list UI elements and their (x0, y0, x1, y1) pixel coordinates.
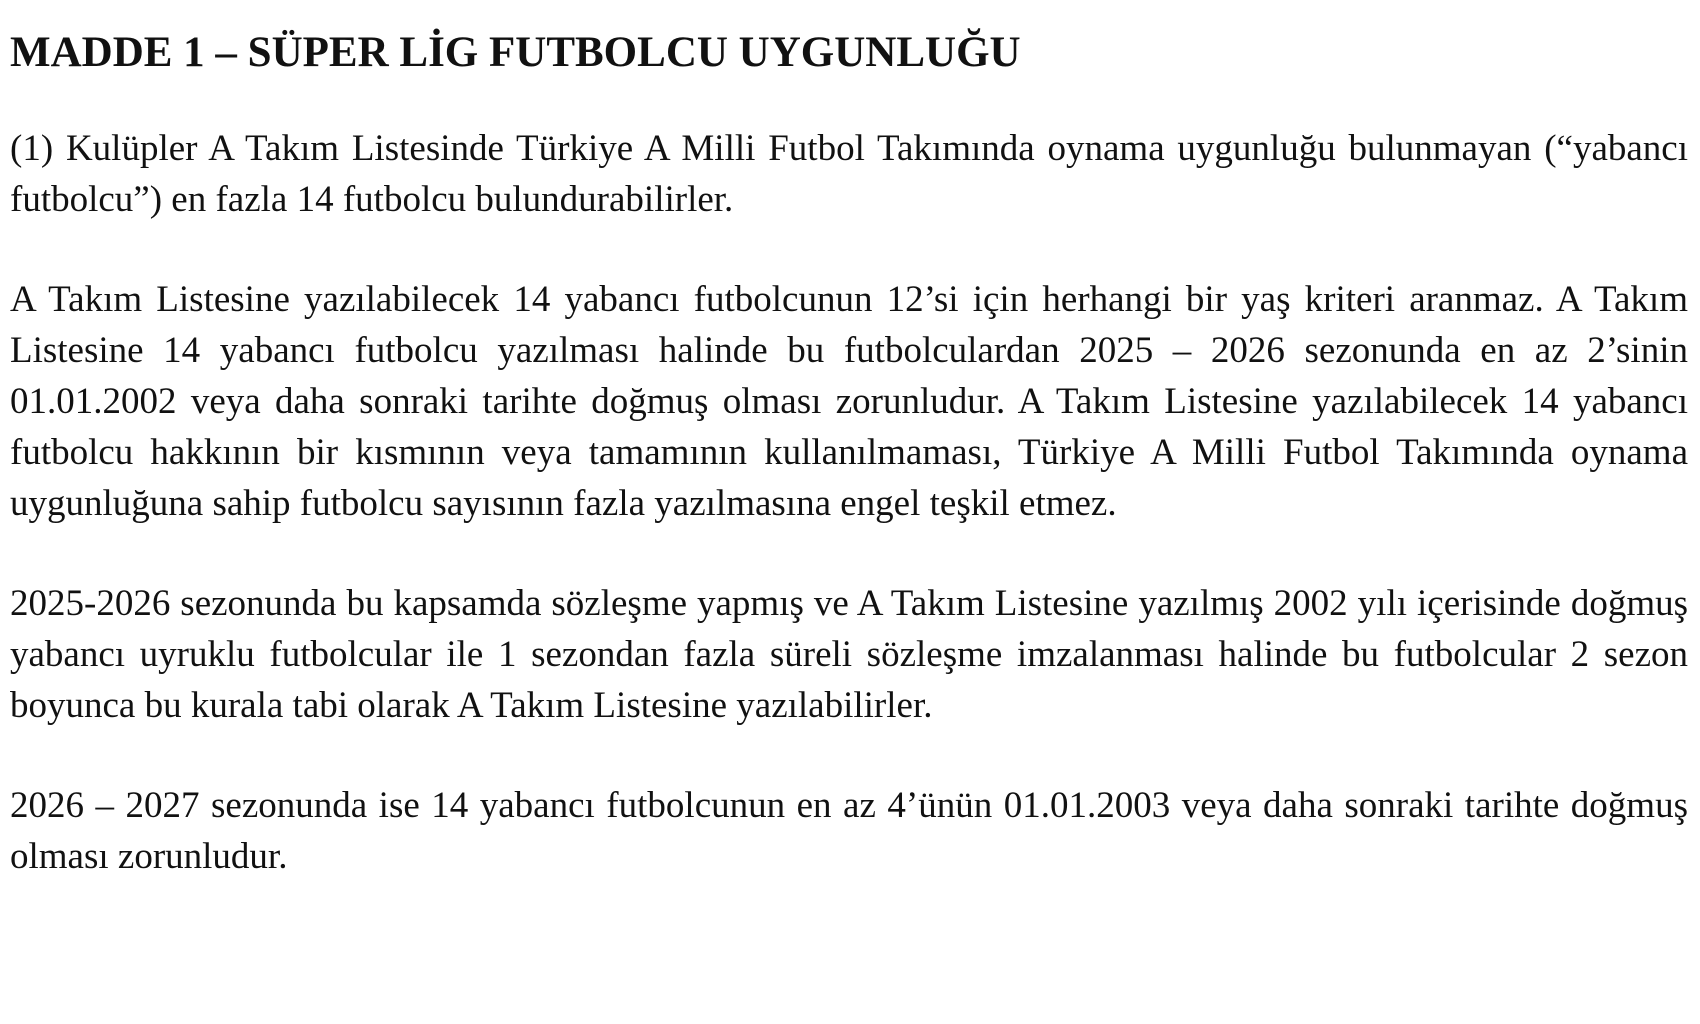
document-page (10, 25, 1688, 931)
paragraph-3: 2025-2026 sezonunda bu kapsamda sözleşme yapmış ve A Takım Listesine yazılmış 2002 yılı içerisinde doğmuş yabancı uyruklu futbolcular ile 1 sezondan fazla süreli sözleşme imzalanması halinde bu futbolcular 2 sezon boyunca bu kurala tabi olarak A Takım Listesine yazılabilirler. (10, 583, 1688, 726)
article-heading: MADDE 1 – SÜPER LİG FUTBOLCU UYGUNLUĞU (10, 29, 1021, 76)
paragraph-1: (1) Kulüpler A Takım Listesinde Türkiye A Milli Futbol Takımında oynama uygunluğu bulunmayan (“yabancı futbolcu”) en fazla 14 futbolcu bulundurabilirler. (10, 128, 1688, 220)
paragraph-2: A Takım Listesine yazılabilecek 14 yabancı futbolcunun 12’si için herhangi bir yaş kriteri aranmaz. A Takım Listesine 14 yabancı futbolcu yazılması halinde bu futbolculardan 2025 – 2026 sezonunda en az 2’sinin 01.01.2002 veya daha sonraki tarihte doğmuş olması zorunludur. A Takım Listesine yazılabilecek 14 yabancı futbolcu hakkının bir kısmının veya tamamının kullanılmaması, Türkiye A Milli Futbol Takımında oynama uygunluğuna sahip futbolcu sayısının fazla yazılmasına engel teşkil etmez. (10, 279, 1688, 524)
paragraph-4: 2026 – 2027 sezonunda ise 14 yabancı futbolcunun en az 4’ünün 01.01.2003 veya daha sonraki tarihte doğmuş olması zorunludur. (10, 785, 1688, 877)
